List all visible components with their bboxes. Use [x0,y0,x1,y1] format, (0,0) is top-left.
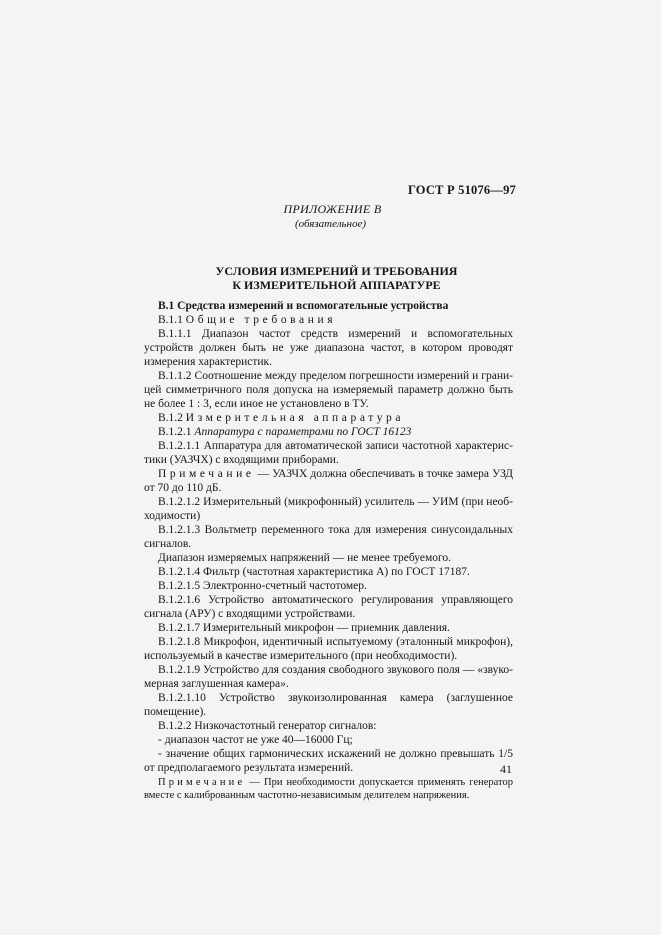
clause-b1217: В.1.2.1.7 Измерительный микрофон — приемник давления. [158,622,450,634]
clause-b1218: В.1.2.1.8 Микрофон, идентичный испытуемому (эталонный микрофон), используемый в качестве измерительного (при необходимости). [144,636,513,662]
section-b12-number: В.1.2 [158,412,183,424]
section-b12 [144,411,513,425]
appendix-status: (обязательное) [294,218,367,230]
note-1-text: — УАЗЧХ должна обеспечивать в точке замера УЗД от 70 до 110 дБ. [144,468,513,494]
body-text [144,299,513,802]
section-b11-number: В.1.1 [158,314,183,326]
clause-b122: В.1.2.2 Низкочастотный генератор сигналов: [158,720,377,732]
note-2 [144,776,513,802]
section-b121-number: В.1.2.1 [158,426,192,438]
main-title-line-1: УСЛОВИЯ ИЗМЕРЕНИЙ И ТРЕБОВАНИЯ [215,264,458,278]
clause-range: Диапазон измеряемых напряжений — не менее требуемого. [158,552,452,564]
note-2-label: Примечание [158,777,246,788]
clause-b1211: В.1.2.1.1 Аппаратура для автоматической записи частотной характеристики (УАЗЧХ) с входящими приборами. [144,440,513,466]
section-b11 [144,313,513,327]
note-1-label: Примечание [158,468,255,480]
section-b11-title: Общие требования [185,314,337,326]
page-number: 41 [500,762,512,776]
appendix-heading [0,202,661,230]
section-b1 [144,299,513,313]
clause-b1216: В.1.2.1.6 Устройство автоматического регулирования управляющего сигнала (АРУ) с входящими устройствами. [144,594,513,620]
clause-b111: В.1.1.1 Диапазон частот средств измерений и вспомогательных устройств должен быть не уже диапазона частот, в котором проводят измерения характеристик. [144,328,513,368]
clause-b122-item-b: - значение общих гармонических искажений не должно превышать 1/5 от предполагаемого результата измерений. [144,748,513,774]
clause-b112: В.1.1.2 Соотношение между пределом погрешности измерений и границей симметричного поля допуска на измеряемый параметр должно быть не более 1 : 3, если иное не установлено в ТУ. [144,370,513,410]
appendix-title: ПРИЛОЖЕНИЕ В [283,202,382,216]
clause-b1212: В.1.2.1.2 Измерительный (микрофонный) усилитель — УИМ (при необходимости) [144,496,513,522]
clause-b1215: В.1.2.1.5 Электронно-счетный частотомер. [158,580,367,592]
clause-b122-item-a: - диапазон частот не уже 40—16000 Гц; [158,734,353,746]
section-b1-title: В.1 Средства измерений и вспомогательные устройства [158,300,449,312]
section-b121 [144,425,513,439]
clause-b1219: В.1.2.1.9 Устройство для создания свободного звукового поля — «звукомерная заглушенная камера». [144,664,513,690]
main-title [0,264,661,292]
document-code: ГОСТ Р 51076—97 [407,183,516,197]
clause-b12110: В.1.2.1.10 Устройство звукоизолированная камера (заглушенное помещение). [144,692,513,718]
note-2-text: — При необходимости допускается применять генератор вместе с калиброванным частотно-независимым делителем напряжения. [144,777,513,801]
section-b121-title: Аппаратура с параметрами по ГОСТ 16123 [194,426,412,438]
clause-b1214: В.1.2.1.4 Фильтр (частотная характеристика А) по ГОСТ 17187. [158,566,470,578]
clause-b1213: В.1.2.1.3 Вольтметр переменного тока для измерения синусоидальных сигналов. [144,524,513,550]
section-b12-title: Измерительная аппаратура [185,412,405,424]
main-title-line-2: К ИЗМЕРИТЕЛЬНОЙ АППАРАТУРЕ [232,278,441,292]
note-1 [144,467,513,495]
